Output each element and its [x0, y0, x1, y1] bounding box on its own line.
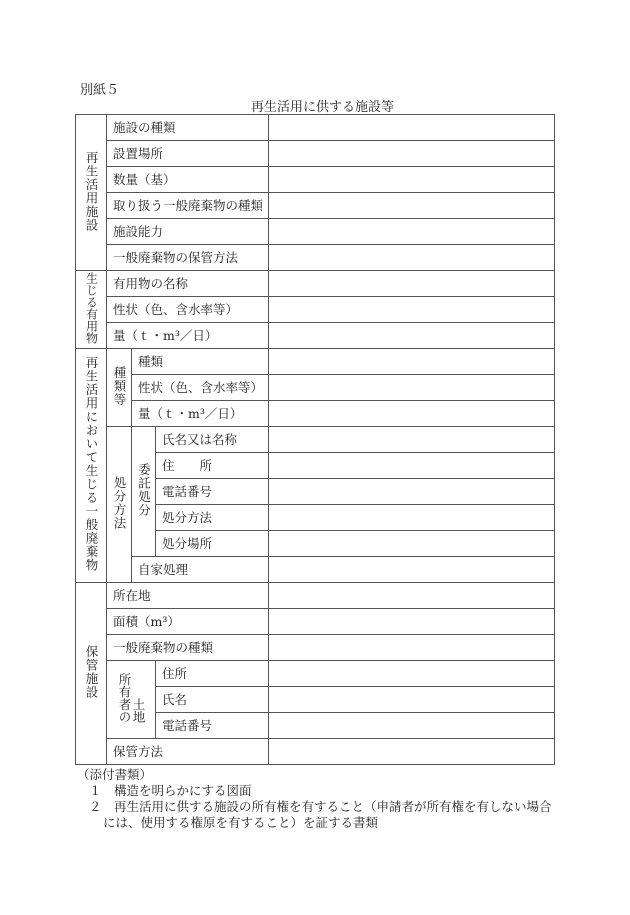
attachment-item: １ 構造を明らかにする図面 [89, 783, 252, 798]
row-label: 一般廃棄物の保管方法 [107, 245, 269, 271]
value-cell[interactable] [269, 297, 555, 323]
row-label: 処分場所 [156, 531, 269, 557]
value-cell[interactable] [269, 661, 555, 687]
row-label: 取り扱う一般廃棄物の種類 [107, 193, 269, 219]
row-label: 電話番号 [156, 713, 269, 739]
group-label-kind: 種類等 [107, 349, 132, 427]
value-cell[interactable] [269, 271, 555, 297]
row-label: 保管方法 [107, 739, 269, 765]
value-cell[interactable] [269, 427, 555, 453]
row-label: 自家処理 [132, 557, 269, 583]
document-title: 再生活用に供する施設等 [250, 100, 394, 115]
value-cell[interactable] [269, 583, 555, 609]
row-label: 施設能力 [107, 219, 269, 245]
attachments-heading: （添付書類） [77, 767, 153, 782]
row-label: 数量（基） [107, 167, 269, 193]
value-cell[interactable] [269, 557, 555, 583]
row-label: 所在地 [107, 583, 269, 609]
row-label: 住 所 [156, 453, 269, 479]
row-label: 一般廃棄物の種類 [107, 635, 269, 661]
value-cell[interactable] [269, 401, 555, 427]
value-cell[interactable] [269, 635, 555, 661]
row-label: 施設の種類 [107, 115, 269, 141]
value-cell[interactable] [269, 349, 555, 375]
row-label: 性状（色、含水率等） [132, 375, 269, 401]
row-label: 住所 [156, 661, 269, 687]
value-cell[interactable] [269, 713, 555, 739]
value-cell[interactable] [269, 505, 555, 531]
row-label: 種類 [132, 349, 269, 375]
section-label-facility: 再生活用施設 [76, 115, 107, 271]
row-label: 氏名又は名称 [156, 427, 269, 453]
row-label: 電話番号 [156, 479, 269, 505]
group-label-consign: 委託処分 [132, 427, 156, 557]
row-label: 設置場所 [107, 141, 269, 167]
value-cell[interactable] [269, 479, 555, 505]
row-label: 面積（m³） [107, 609, 269, 635]
value-cell[interactable] [269, 609, 555, 635]
attachments [77, 767, 552, 831]
value-cell[interactable] [269, 115, 555, 141]
section-label-waste: 再生活用において生じる一般廃棄物 [76, 349, 107, 583]
row-label: 量（ｔ・m³／日） [132, 401, 269, 427]
value-cell[interactable] [269, 245, 555, 271]
value-cell[interactable] [269, 687, 555, 713]
section-label-useful: 生じる有用物 [76, 271, 107, 349]
value-cell[interactable] [269, 531, 555, 557]
value-cell[interactable] [269, 323, 555, 349]
value-cell[interactable] [269, 375, 555, 401]
row-label: 有用物の名称 [107, 271, 269, 297]
value-cell[interactable] [269, 739, 555, 765]
value-cell[interactable] [269, 453, 555, 479]
section-label-storage: 保管施設 [76, 583, 107, 765]
group-label-land-owner: 所有者の土地 [107, 661, 156, 739]
value-cell[interactable] [269, 193, 555, 219]
form-number: 別紙５ [80, 83, 120, 98]
group-label-disposal: 処分方法 [107, 427, 132, 583]
facility-form-table [75, 114, 555, 765]
value-cell[interactable] [269, 219, 555, 245]
value-cell[interactable] [269, 141, 555, 167]
row-label: 氏名 [156, 687, 269, 713]
attachment-item: には、使用する権原を有すること）を証する書類 [103, 815, 379, 830]
value-cell[interactable] [269, 167, 555, 193]
row-label: 量（ｔ・m³／日） [107, 323, 269, 349]
attachment-item: ２ 再生活用に供する施設の所有権を有すること（申請者が所有権を有しない場合 [89, 799, 552, 814]
row-label: 処分方法 [156, 505, 269, 531]
row-label: 性状（色、含水率等） [107, 297, 269, 323]
